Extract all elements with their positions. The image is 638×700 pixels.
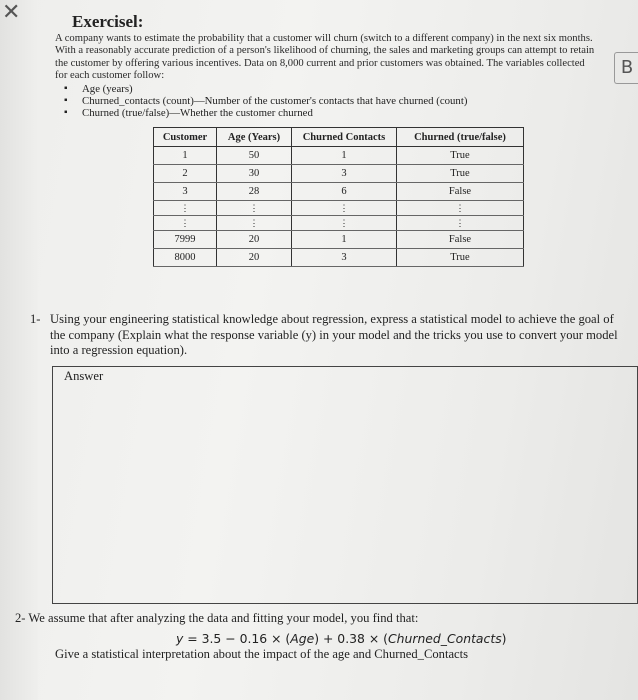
question-2-text: 2- We assume that after analyzing the data and fitting your model, you find that: (15, 611, 419, 625)
variable-list (82, 83, 467, 119)
cell: 1 (154, 147, 217, 165)
exercise-title: Exercisel: (72, 12, 144, 31)
header-age: Age (Years) (217, 128, 292, 147)
cell: 3 (154, 183, 217, 201)
question-1-text: Using your engineering statistical knowledge about regression, express a statistical model to achieve the goal of the company (Explain what the response variable (y) in your model and the tricks you use to convert your model into a regression equation). (50, 312, 618, 357)
eq-part: = 3.5 − 0.16 × ( (183, 631, 291, 646)
intro-paragraph: A company wants to estimate the probability that a customer will churn (switch to a different company) in the next six months. With a reasonably accurate prediction of a person's likelihood of churning, the sales and marketing groups can attempt to retain the customer by offering various incentives. Data on 8,000 current and prior customers was obtained. The variables collected for each customer follow: (55, 33, 595, 82)
cell: 30 (217, 165, 292, 183)
header-churned-contacts: Churned Contacts (292, 128, 397, 147)
variable-age: ▪ Age (years) (82, 83, 467, 95)
answer-label: Answer (64, 369, 104, 383)
side-tab-b[interactable]: B (614, 52, 638, 84)
cell: ⋮ (292, 216, 397, 231)
eq-y: y (176, 631, 184, 646)
variable-churned: ▪ Churned (true/false)—Whether the customer churned (82, 107, 467, 119)
cell: False (397, 183, 524, 201)
header-churned: Churned (true/false) (397, 128, 524, 147)
cell: 20 (217, 231, 292, 249)
cell: True (397, 165, 524, 183)
table-header-row (154, 128, 524, 147)
table-row-ellipsis (154, 201, 524, 216)
customer-data-table (153, 127, 524, 267)
eq-churned-contacts: Churned_Contacts (388, 631, 502, 646)
question-1 (30, 312, 630, 359)
cell: 1 (292, 231, 397, 249)
question-1-number: 1- (30, 312, 41, 326)
cell: False (397, 231, 524, 249)
table-row (154, 147, 524, 165)
cell: ⋮ (292, 201, 397, 216)
cell: 3 (292, 249, 397, 267)
table-row (154, 165, 524, 183)
table-row-ellipsis (154, 216, 524, 231)
header-customer: Customer (154, 128, 217, 147)
table-row (154, 231, 524, 249)
cell: 50 (217, 147, 292, 165)
regression-equation (176, 631, 507, 646)
cell: 20 (217, 249, 292, 267)
cell: 3 (292, 165, 397, 183)
eq-part: ) (501, 631, 507, 646)
cell: 28 (217, 183, 292, 201)
cell: 8000 (154, 249, 217, 267)
cell: ⋮ (217, 216, 292, 231)
cell: 1 (292, 147, 397, 165)
eq-age: Age (290, 631, 315, 646)
cell: 6 (292, 183, 397, 201)
cell: ⋮ (154, 216, 217, 231)
cell: ⋮ (154, 201, 217, 216)
table-row (154, 249, 524, 267)
cell: ⋮ (397, 201, 524, 216)
cell: True (397, 249, 524, 267)
variable-churned-contacts: ▪ Churned_contacts (count)—Number of the customer's contacts that have churned (count) (82, 95, 467, 107)
cell: 7999 (154, 231, 217, 249)
cell: ⋮ (397, 216, 524, 231)
eq-part: ) + 0.38 × ( (314, 631, 388, 646)
cell: ⋮ (217, 201, 292, 216)
answer-box[interactable] (52, 366, 638, 604)
cell: 2 (154, 165, 217, 183)
close-icon[interactable]: ✕ (2, 0, 21, 25)
question-2-prompt: Give a statistical interpretation about the impact of the age and Churned_Contacts (55, 647, 469, 661)
table-row (154, 183, 524, 201)
cell: True (397, 147, 524, 165)
